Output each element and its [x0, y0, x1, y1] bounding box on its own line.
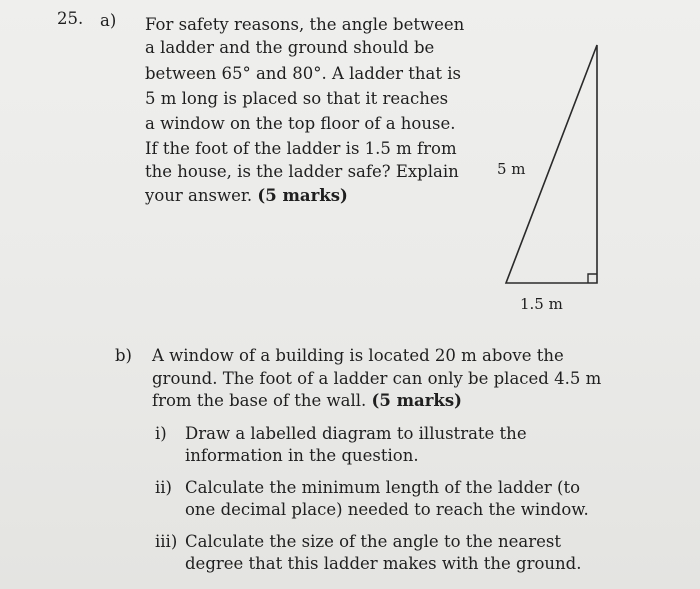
hypotenuse-label: 5 m	[497, 160, 526, 178]
part-a-last-line	[145, 185, 348, 207]
subpart-text-line: Draw a labelled diagram to illustrate the	[185, 424, 527, 443]
subpart-text-line: information in the question.	[185, 446, 419, 465]
part-b-text-line: ground. The foot of a ladder can only be placed 4.5 m	[152, 369, 602, 388]
part-a-text-line: between 65° and 80°. A ladder that is	[145, 64, 461, 83]
part-a-last-text: your answer.	[145, 186, 253, 205]
part-a-text-line: If the foot of the ladder is 1.5 m from	[145, 139, 457, 158]
part-b-last-text: from the base of the wall.	[152, 391, 367, 410]
part-a-text-line: the house, is the ladder safe? Explain	[145, 162, 459, 181]
part-b-label: b)	[115, 346, 132, 365]
right-angle-marker	[588, 274, 597, 283]
part-a-text-line: a window on the top floor of a house.	[145, 114, 456, 133]
base-label: 1.5 m	[520, 295, 563, 313]
part-a-text-line: For safety reasons, the angle between	[145, 15, 465, 34]
subpart-text-line: Calculate the size of the angle to the nearest	[185, 532, 561, 551]
part-a-label: a)	[100, 11, 117, 30]
ladder-diagram	[490, 30, 620, 313]
part-b-marks: (5 marks)	[371, 391, 462, 410]
part-a-text-line: 5 m long is placed so that it reaches	[145, 89, 449, 108]
subpart-text-line: Calculate the minimum length of the ladder (to	[185, 478, 581, 497]
subpart-label: i)	[155, 424, 167, 443]
part-b-last-line	[152, 390, 462, 412]
subpart-label: ii)	[155, 478, 172, 497]
subpart-label: iii)	[155, 532, 178, 551]
subpart-text-line: one decimal place) needed to reach the window.	[185, 500, 589, 519]
question-number: 25.	[57, 9, 84, 28]
part-b-text-line: A window of a building is located 20 m above the	[152, 346, 564, 365]
subpart-text-line: degree that this ladder makes with the ground.	[185, 554, 582, 573]
part-a-text-line: a ladder and the ground should be	[145, 38, 435, 57]
part-a-marks: (5 marks)	[257, 186, 348, 205]
